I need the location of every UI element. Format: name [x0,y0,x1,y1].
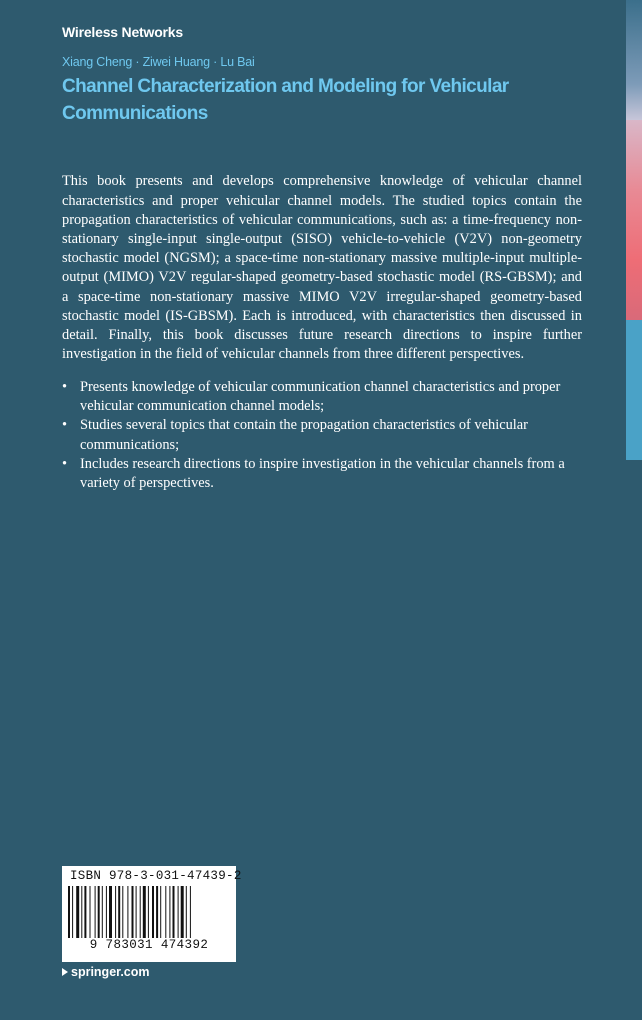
barcode-bar [106,886,107,938]
barcode-bar [169,886,170,938]
barcode-bar [115,886,116,938]
barcode-bar [84,886,86,938]
barcode-bars [68,886,230,938]
series-name: Wireless Networks [62,24,183,40]
edge-strip-bottom [626,320,642,460]
barcode-bar [81,886,82,938]
barcode-bar [173,886,175,938]
barcode-bar [109,886,112,938]
barcode-bar [181,886,184,938]
feature-item: • Studies several topics that contain the propagation characteristics of vehicular communications; [62,416,582,454]
edge-strip-top [626,0,642,120]
barcode-bar [127,886,128,938]
barcode-bar [156,886,158,938]
barcode-bar [72,886,73,938]
feature-item: • Presents knowledge of vehicular communication channel characteristics and proper vehicular communication channel models; [62,378,582,416]
publisher-link-label: springer.com [71,965,150,979]
barcode-bar [122,886,123,938]
barcode-bar [190,886,191,938]
barcode-bar [136,886,137,938]
barcode-bar [98,886,100,938]
barcode-bar [152,886,154,938]
barcode-bar [178,886,179,938]
barcode-bar [95,886,96,938]
isbn-label: ISBN 978-3-031-47439-2 [70,869,242,883]
barcode-bar [102,886,103,938]
barcode-bar [90,886,91,938]
barcode-bar [165,886,166,938]
barcode-bar [143,886,146,938]
isbn-barcode [62,866,242,962]
barcode-bar [76,886,79,938]
barcode-bar [118,886,120,938]
authors: Xiang Cheng · Ziwei Huang · Lu Bai [62,55,255,69]
feature-item: • Includes research directions to inspire investigation in the vehicular channels from a variety of perspectives. [62,455,582,493]
barcode-bar [68,886,70,938]
barcode-bar [186,886,187,938]
barcode-digits: 9 783031 474392 [89,938,209,952]
book-description: This book presents and develops comprehensive knowledge of vehicular channel characteristics and proper vehicular channel models. The studied topics contain the propagation characteristics of vehicular communications, such as: a time-frequency non-stationary single-input single-output (SISO) vehicle-to-vehicle (V2V) non-geometry stochastic model (NGSM); a space-time non-stationary massive multiple-input multiple-output (MIMO) V2V regular-shaped geometry-based stochastic model (RS-GBSM); and a space-time non-stationary massive MIMO V2V irregular-shaped geometry-based stochastic model (IS-GBSM). Each is introduced, with characteristics then discussed in detail. Finally, this book discusses future research directions to inspire further investigation in the field of vehicular channels from three different perspectives. [62,173,582,363]
barcode-bar [132,886,134,938]
barcode-bar [160,886,161,938]
arrow-right-icon [62,968,68,976]
feature-list [62,378,582,493]
book-title: Channel Characterization and Modeling for Vehicular Communications [62,76,509,124]
barcode-bar [148,886,149,938]
cover-edge-strip [626,0,642,460]
barcode-bar [140,886,141,938]
publisher-link[interactable] [62,965,150,979]
edge-strip-middle [626,120,642,320]
